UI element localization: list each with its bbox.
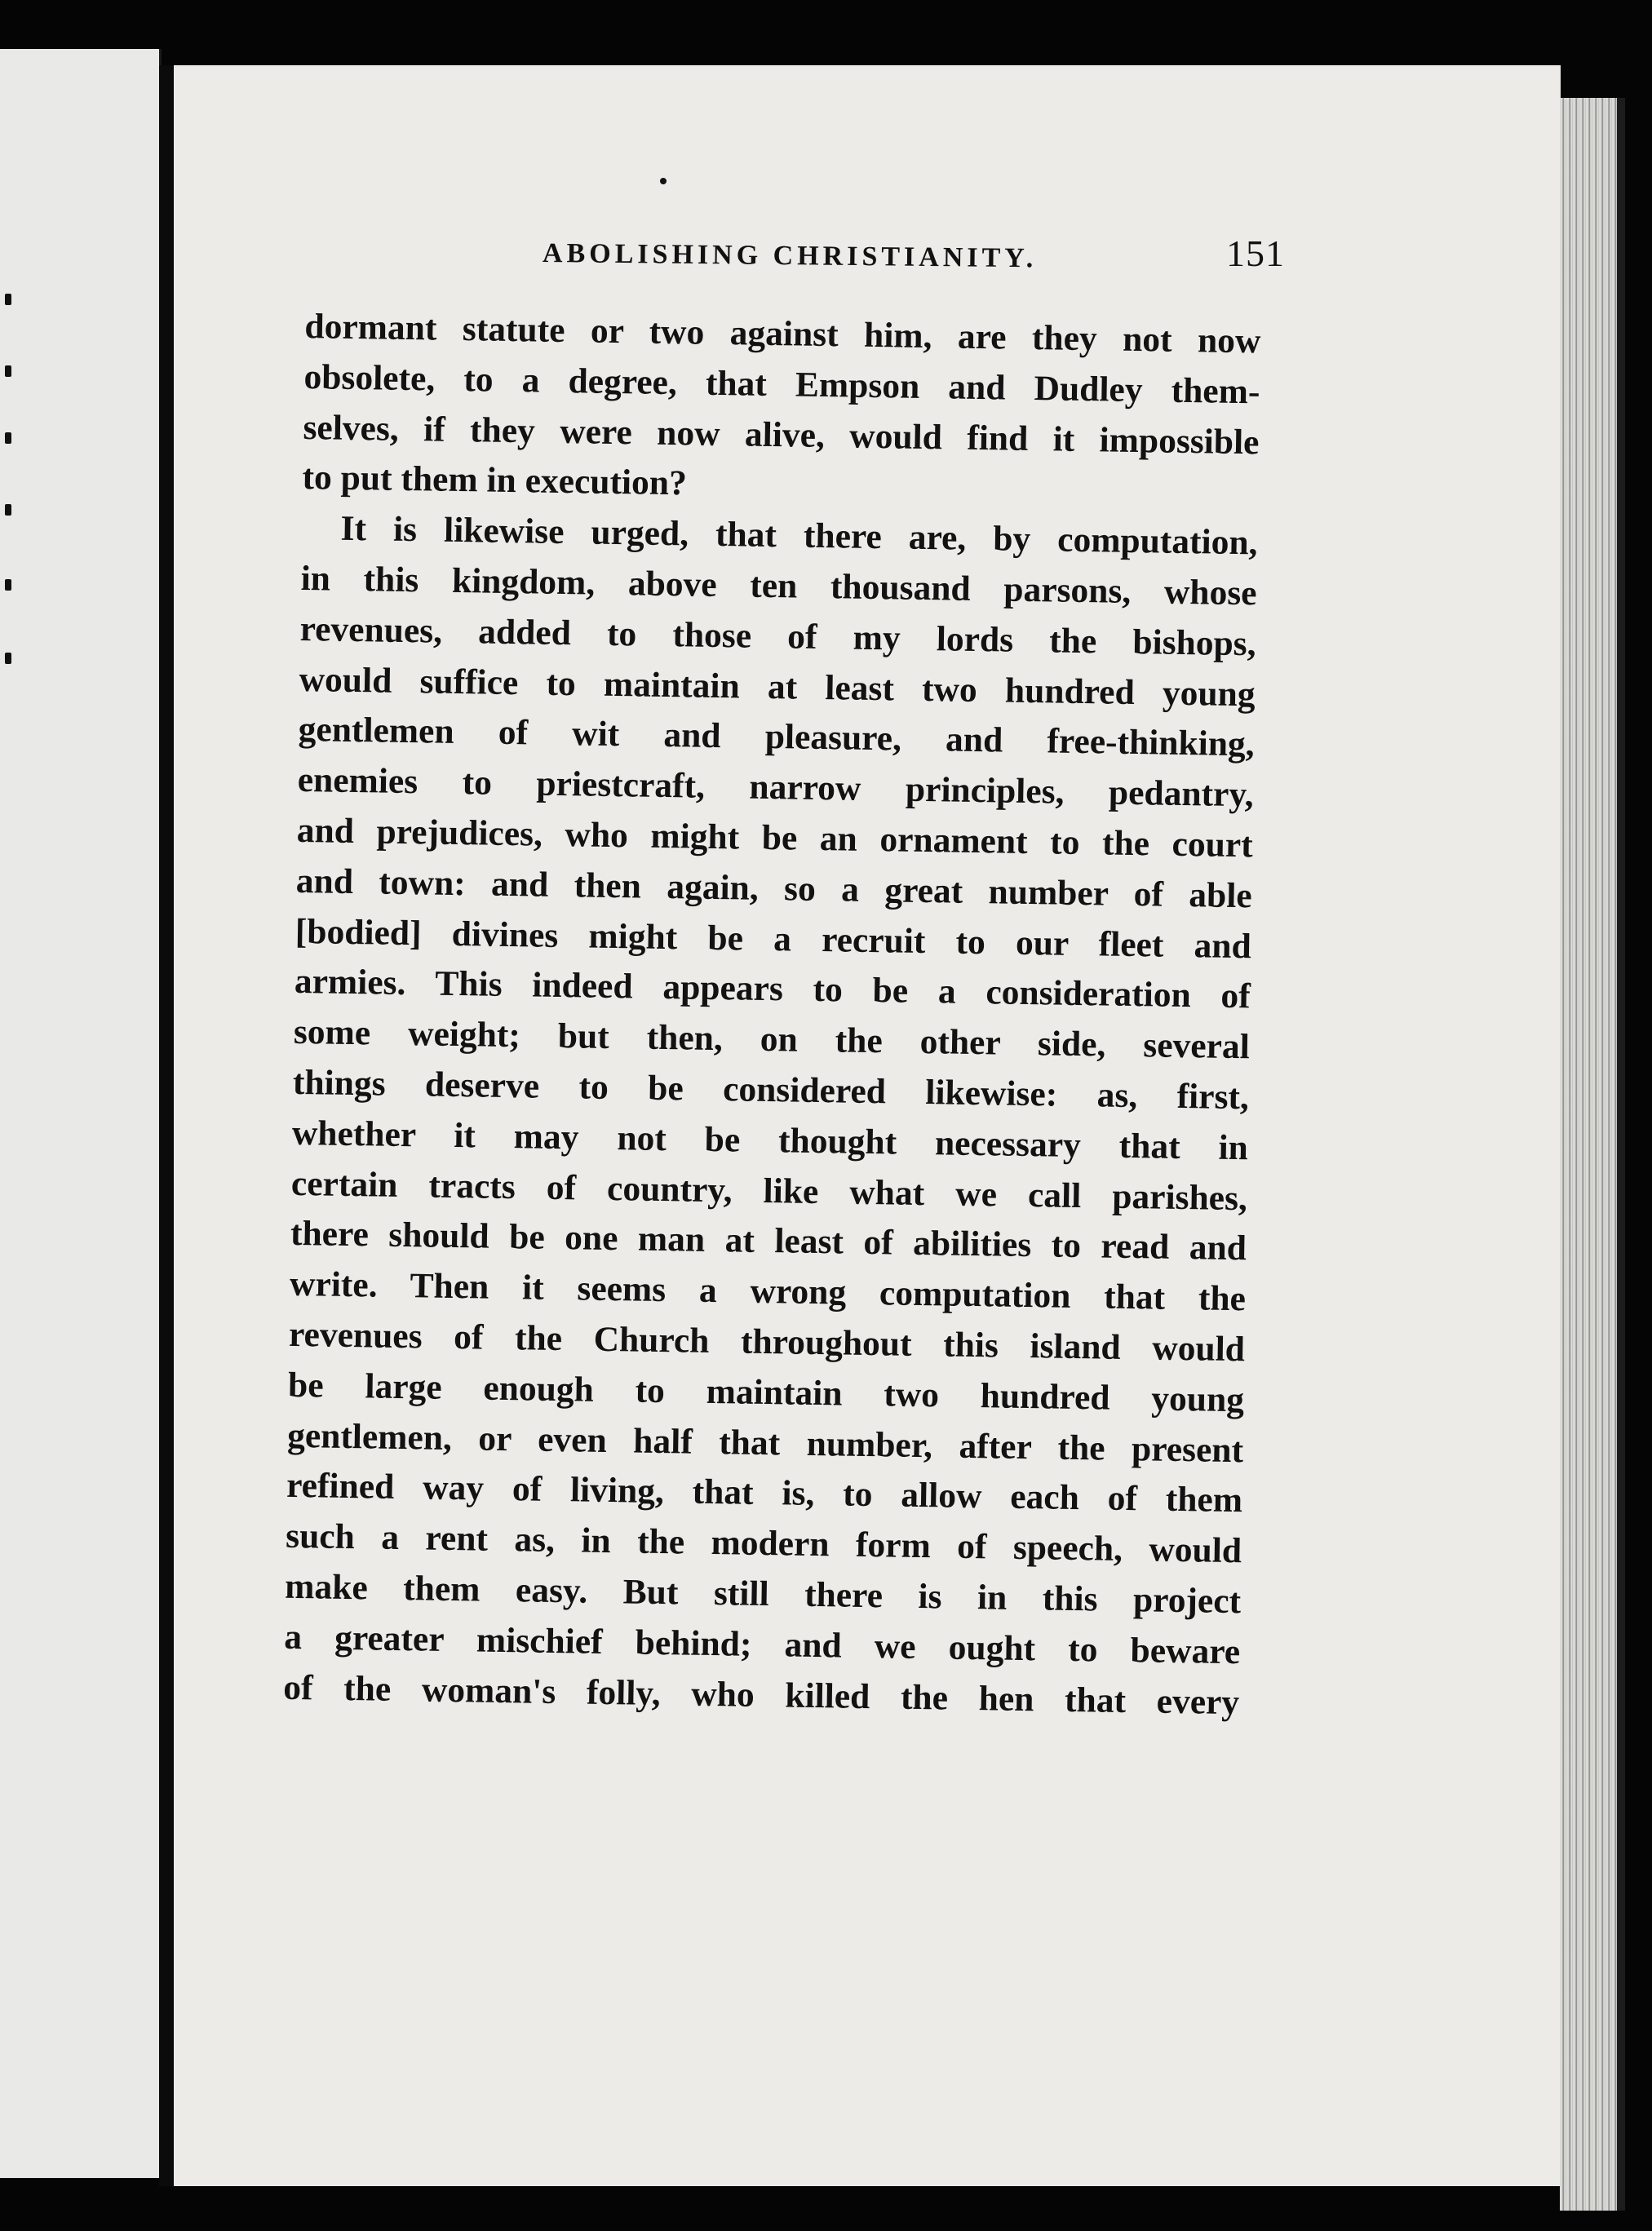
previous-page-text-fragments: [5, 294, 16, 702]
text-line: such a rent as, in the modern form of speech, would: [285, 1516, 1242, 1571]
text-line: write. Then it seems a wrong computation that the: [289, 1264, 1247, 1319]
text-line: enemies to priestcraft, narrow principles, pedantry,: [297, 760, 1255, 815]
text-line: of the woman's folly, who killed the hen that every: [282, 1667, 1240, 1722]
text-line: in this kingdom, above ten thousand parsons, whose: [300, 558, 1257, 613]
text-line: and town: and then again, so a great number of able: [295, 861, 1253, 916]
text-line: a greater mischief behind; and we ought to beware: [283, 1617, 1241, 1671]
text-line: gentlemen of wit and pleasure, and free-thinking,: [298, 710, 1255, 764]
text-line: be large enough to maintain two hundred young: [287, 1365, 1245, 1419]
text-line: gentlemen, or even half that number, after the present: [286, 1415, 1244, 1470]
text-line: some weight; but then, on the other side, several: [293, 1012, 1251, 1067]
text-line: whether it may not be thought necessary that in: [291, 1113, 1249, 1168]
text-line: make them easy. But still there is in this project: [284, 1566, 1242, 1622]
text-line: would suffice to maintain at least two hundred young: [299, 659, 1256, 714]
printer-mark: [660, 178, 667, 184]
text-line: refined way of living, that is, to allow each of them: [286, 1466, 1243, 1521]
text-line: revenues of the Church throughout this island would: [288, 1314, 1246, 1370]
text-line: and prejudices, who might be an ornament to the court: [296, 810, 1254, 865]
text-line: selves, if they were now alive, would find it impossible: [303, 407, 1260, 462]
body-text: [283, 302, 1261, 1729]
page-edges-stack: [1560, 98, 1625, 2211]
previous-page-edge: [0, 49, 162, 2178]
running-head-title: ABOLISHING CHRISTIANITY.: [542, 238, 1038, 274]
text-line: to put them in execution?: [302, 458, 688, 503]
text-line: revenues, added to those of my lords the bishops,: [299, 609, 1256, 664]
running-head: [363, 232, 1285, 277]
text-line: dormant statute or two against him, are they not now: [304, 306, 1261, 361]
text-line: [bodied] divines might be a recruit to our fleet and: [295, 911, 1252, 966]
text-line: certain tracts of country, like what we call parishes,: [290, 1163, 1248, 1218]
text-line: there should be one man at least of abilities to read and: [290, 1214, 1247, 1268]
text-line: things deserve to be considered likewise: as, first,: [292, 1062, 1250, 1118]
paragraph-first-line: It is likewise urged, that there are, by computation,: [340, 508, 1258, 563]
page-number: 151: [1226, 232, 1285, 274]
text-line: armies. This indeed appears to be a consideration of: [294, 962, 1251, 1016]
text-line: obsolete, to a degree, that Empson and Dudley them-: [303, 356, 1260, 412]
